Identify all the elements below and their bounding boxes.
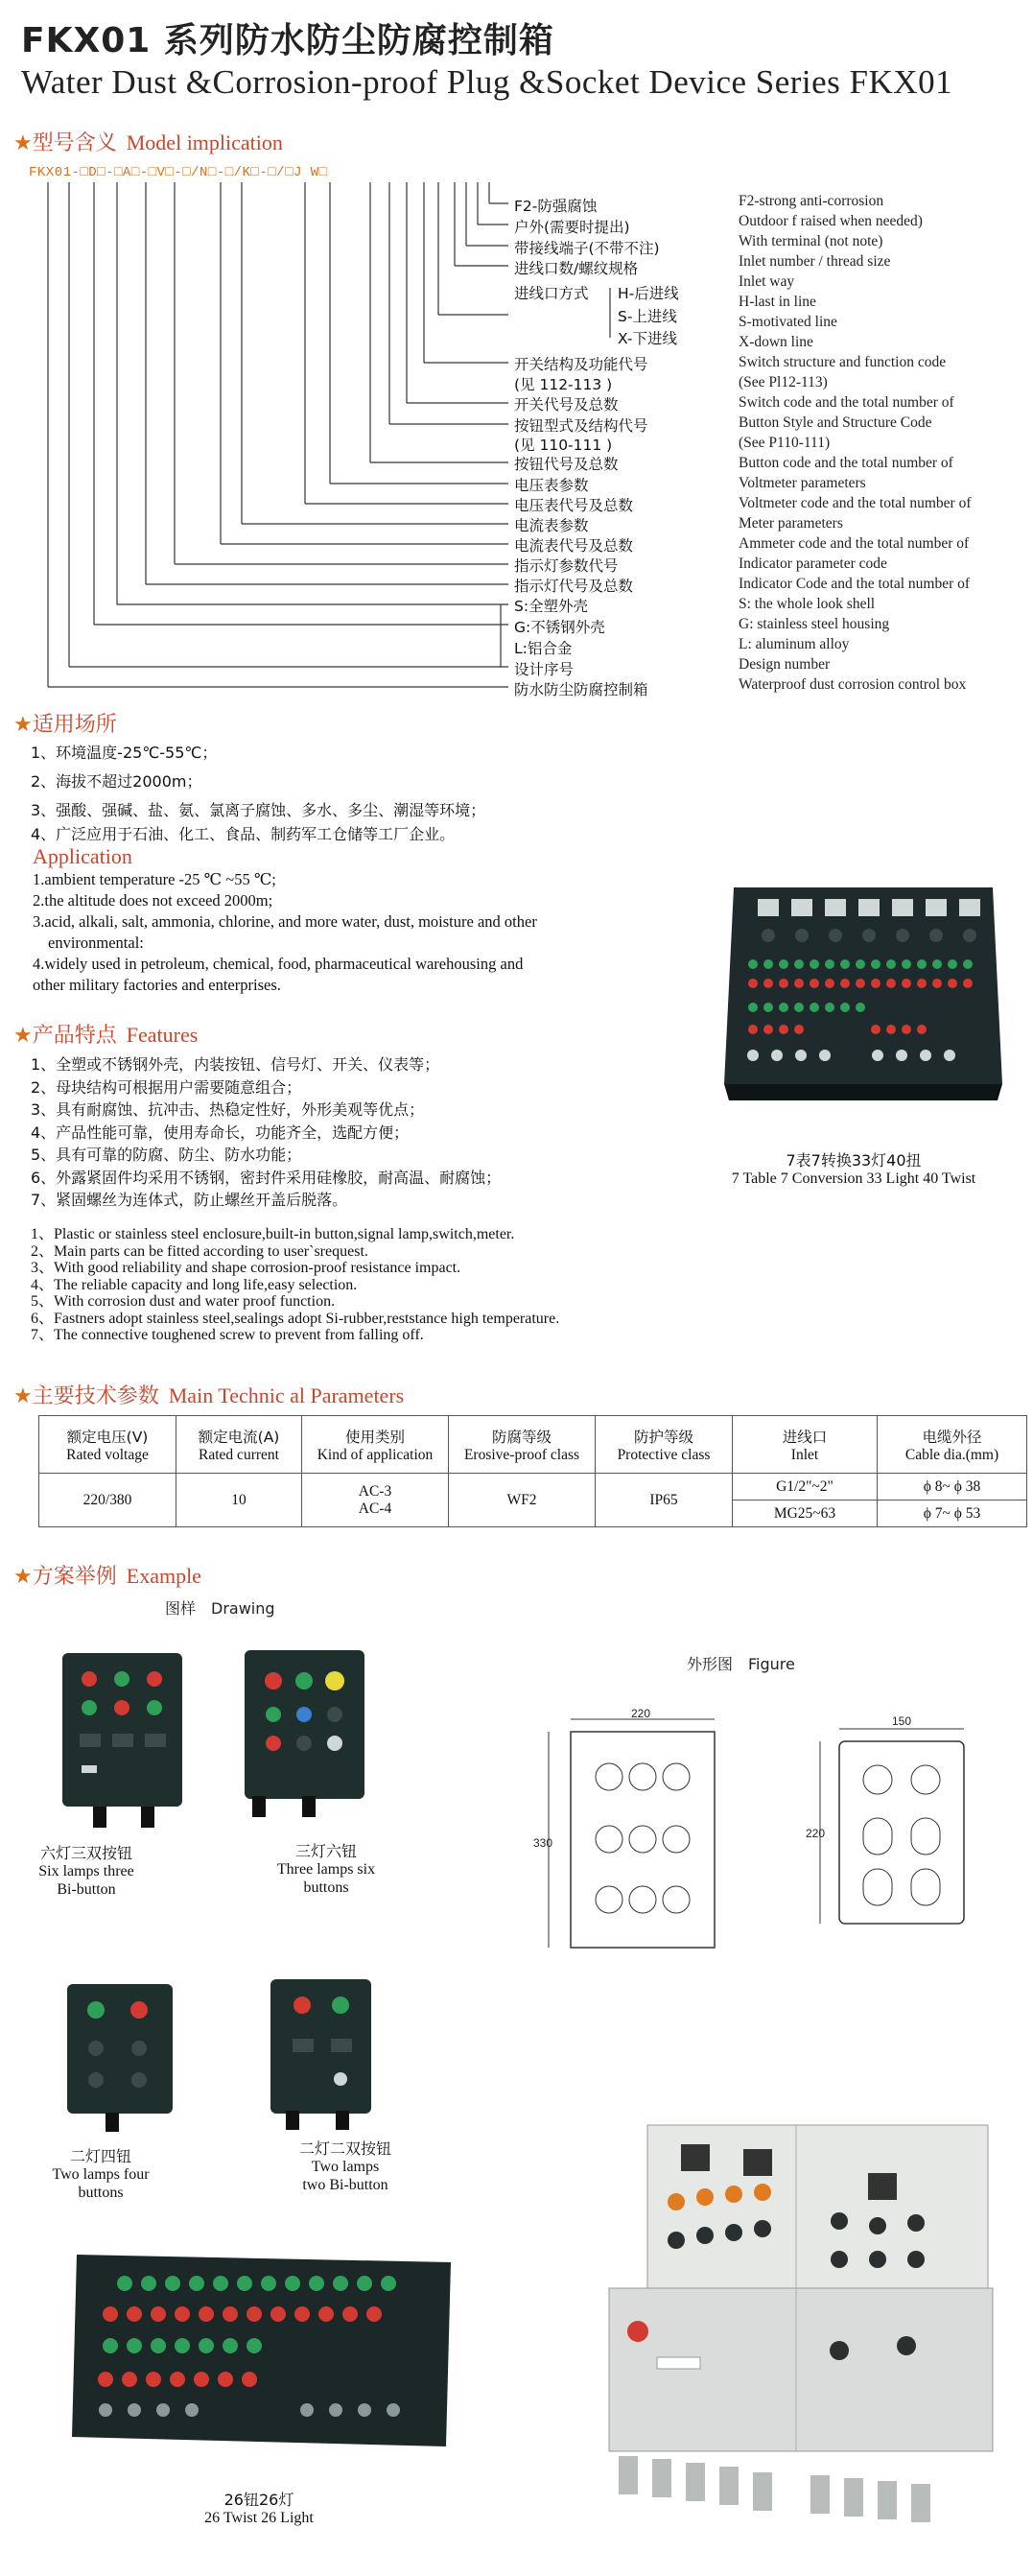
model-item-en: Meter parameters (739, 515, 843, 532)
example-caption: 二灯四钮 Two lamps four buttons (52, 2147, 150, 2201)
model-item-en: Switch structure and function code (739, 354, 947, 370)
table-cell: MG25~63 (733, 1501, 878, 1527)
application-en-list (33, 869, 537, 996)
model-item-cn: 按钮代号及总数 (514, 456, 619, 473)
table-cell: G1/2"~2" (733, 1474, 878, 1501)
model-item-cn: 户外(需要时提出) (514, 219, 630, 236)
model-en-column (739, 193, 1026, 697)
model-item-cn: 电流表参数 (514, 517, 589, 534)
list-item: 3、强酸、强碱、盐、氨、氯离子腐蚀、多水、多尘、潮湿等环境； (31, 801, 486, 819)
application-heading: ★适用场所 (13, 713, 117, 737)
list-item: 5、With corrosion dust and water proof function. (31, 1293, 336, 1310)
model-code: FKX01-□D□-□A□-□V□-□/N□-□/K□-□/□J W□ (29, 165, 328, 180)
model-item-cn: 开关代号及总数 (514, 396, 619, 414)
example-heading: ★方案举例 Example (13, 1564, 201, 1589)
table-cell: ϕ 8~ ϕ 38 (878, 1474, 1027, 1501)
table-header: 电缆外径 Cable dia.(mm) (878, 1416, 1027, 1474)
product-photo-three-lamps (235, 1642, 379, 1834)
page-title-cn: FKX01 系列防水防尘防腐控制箱 (21, 21, 554, 60)
table-row (39, 1474, 1027, 1501)
photo-caption: 7表7转换33灯40扭 7 Table 7 Conversion 33 Light 40 Twist (731, 1151, 976, 1187)
model-item-en: Voltmeter code and the total number of (739, 495, 972, 511)
example-caption: 26钮26灯 26 Twist 26 Light (204, 2491, 314, 2526)
list-item: 2、Main parts can be fitted according to user`srequest. (31, 1242, 368, 1260)
model-heading: ★型号含义 Model implication (13, 130, 283, 155)
table-cell: WF2 (449, 1474, 596, 1527)
star-icon: ★ (13, 713, 33, 737)
model-item-cn: L:铝合金 (514, 640, 573, 657)
model-item-cn: (见 110-111 ) (514, 437, 613, 454)
table-cell: AC-3 AC-4 (302, 1474, 449, 1527)
product-photo-grey-panel (552, 2115, 1021, 2557)
list-item: 5、具有可靠的防腐、防尘、防水功能； (31, 1146, 302, 1164)
model-item-cn: 带接线端子(不带不注) (514, 240, 660, 257)
page-title-en: Water Dust &Corrosion-proof Plug &Socket Device Series FKX01 (21, 63, 953, 101)
table-header: 进线口 Inlet (733, 1416, 878, 1474)
model-item-cn: H-后进线 (618, 285, 679, 302)
list-item: 4、广泛应用于石油、化工、食品、制药军工仓储等工厂企业。 (31, 825, 456, 843)
model-item-en: Inlet number / thread size (739, 253, 891, 270)
model-item-cn: 开关结构及功能代号 (514, 356, 648, 373)
dimension-drawings (528, 1708, 1026, 1967)
product-photo-six-lamps (53, 1645, 197, 1837)
model-item-en: Voltmeter parameters (739, 475, 866, 491)
model-item-cn: G:不锈钢外壳 (514, 619, 605, 636)
dim-width-2: 150 (892, 1714, 912, 1728)
table-cell: ϕ 7~ ϕ 53 (878, 1501, 1027, 1527)
product-photo-26-twist (67, 2245, 460, 2466)
list-item: 1、环境温度-25℃-55℃； (31, 744, 218, 762)
tech-heading: ★主要技术参数 Main Technic al Parameters (13, 1383, 405, 1408)
model-item-cn: 防水防尘防腐控制箱 (514, 681, 648, 698)
table-header: 防腐等级 Erosive-proof class (449, 1416, 596, 1474)
model-item-cn: 指示灯代号及总数 (514, 578, 634, 595)
model-item-cn: 进线口方式 (514, 285, 589, 302)
list-item: 3、具有耐腐蚀、抗冲击、热稳定性好，外形美观等优点； (31, 1100, 425, 1119)
example-caption: 六灯三双按钮 Six lamps three Bi-button (38, 1844, 134, 1898)
model-item-cn: F2-防强腐蚀 (514, 198, 598, 215)
list-item: 1、Plastic or stainless steel enclosure,built-in button,signal lamp,switch,meter. (31, 1226, 515, 1242)
application-cn-list (31, 741, 485, 846)
model-item-en: H-last in line (739, 294, 816, 310)
model-item-cn: 设计序号 (514, 661, 575, 678)
list-item: 6、外露紧固件均采用不锈钢，密封件采用硅橡胶，耐高温、耐腐蚀； (31, 1168, 502, 1187)
star-icon: ★ (13, 1384, 33, 1408)
product-photo-two-lamps-bi (259, 1972, 384, 2135)
table-cell: IP65 (596, 1474, 733, 1527)
star-icon: ★ (13, 1024, 33, 1048)
list-item: 4.widely used in petroleum, chemical, food, pharmaceutical warehousing and (33, 955, 524, 973)
product-photo-7-table (705, 878, 1012, 1108)
model-item-en: Switch code and the total number of (739, 394, 954, 411)
list-item: 2、海拔不超过2000m； (31, 772, 202, 791)
list-item: 4、The reliable capacity and long life,easy selection. (31, 1276, 358, 1293)
list-item: 7、The connective toughened screw to prevent from falling off. (31, 1327, 424, 1343)
product-photo-two-lamps-four (58, 1976, 182, 2139)
model-item-en: Button code and the total number of (739, 455, 953, 471)
list-item: 1、全塑或不锈钢外壳，内装按钮、信号灯、开关、仪表等； (31, 1055, 440, 1074)
model-item-en: (See P110-111) (739, 435, 831, 451)
list-item: 1.ambient temperature -25 ℃ ~55 ℃; (33, 870, 276, 888)
figure-label: 外形图 Figure (687, 1655, 795, 1673)
model-item-en: S-motivated line (739, 314, 837, 330)
drawing-label: 图样 Drawing (165, 1599, 275, 1618)
model-item-cn: 电压表代号及总数 (514, 497, 634, 514)
table-cell: 10 (176, 1474, 302, 1527)
star-icon: ★ (13, 1565, 33, 1589)
table-header: 使用类别 Kind of application (302, 1416, 449, 1474)
model-item-cn: X-下进线 (618, 330, 677, 347)
tech-table (38, 1415, 1027, 1527)
model-item-en: Indicator Code and the total number of (739, 576, 971, 592)
example-caption: 二灯二双按钮 Two lamps two Bi-button (298, 2139, 391, 2193)
star-icon: ★ (13, 131, 33, 155)
model-item-en: (See Pl12-113) (739, 374, 828, 390)
model-item-en: X-down line (739, 334, 813, 350)
list-item: 3.acid, alkali, salt, ammonia, chlorine, and more water, dust, moisture and other (33, 912, 537, 931)
dim-height-1: 330 (533, 1836, 553, 1850)
model-item-cn: 按钮型式及结构代号 (514, 417, 648, 435)
model-item-en: Waterproof dust corrosion control box (739, 676, 967, 693)
features-en-list (31, 1226, 559, 1344)
list-item: 7、紧固螺丝为连体式，防止螺丝开盖后脱落。 (31, 1191, 348, 1209)
dim-width-1: 220 (631, 1708, 651, 1720)
example-caption: 三灯六钮 Three lamps six buttons (276, 1842, 376, 1896)
model-item-en: Indicator parameter code (739, 555, 887, 572)
model-item-en: Inlet way (739, 273, 795, 290)
model-item-cn: S-上进线 (618, 308, 677, 325)
model-item-cn: 电压表参数 (514, 477, 589, 494)
model-item-en: S: the whole look shell (739, 596, 876, 612)
model-item-en: L: aluminum alloy (739, 636, 850, 652)
features-cn-list (31, 1053, 501, 1212)
table-header: 防护等级 Protective class (596, 1416, 733, 1474)
model-item-en: Outdoor f raised when needed) (739, 213, 923, 229)
list-item: 2.the altitude does not exceed 2000m; (33, 891, 273, 910)
model-item-en: With terminal (not note) (739, 233, 883, 249)
model-item-cn: 指示灯参数代号 (514, 557, 619, 575)
features-heading: ★产品特点 Features (13, 1023, 199, 1048)
list-item: environmental: (48, 934, 144, 952)
application-heading-en: Application (33, 844, 132, 868)
list-item: 3、With good reliability and shape corrosion-proof resistance impact. (31, 1260, 461, 1276)
model-item-cn: 电流表代号及总数 (514, 537, 634, 555)
model-item-en: Ammeter code and the total number of (739, 535, 970, 552)
model-item-en: Design number (739, 656, 831, 673)
table-header: 额定电流(A) Rated current (176, 1416, 302, 1474)
model-item-cn: S:全塑外壳 (514, 598, 589, 615)
model-item-en: G: stainless steel housing (739, 616, 890, 632)
model-item-en: Button Style and Structure Code (739, 414, 932, 431)
table-cell: 220/380 (39, 1474, 176, 1527)
list-item: 4、产品性能可靠，使用寿命长，功能齐全，选配方便； (31, 1123, 410, 1142)
list-item: 6、Fastners adopt stainless steel,sealings adopt Si-rubber,reststance high temperature. (31, 1310, 560, 1327)
table-header-row (39, 1416, 1027, 1474)
model-item-en: F2-strong anti-corrosion (739, 193, 884, 209)
list-item: other military factories and enterprises. (33, 976, 281, 994)
dim-height-2: 220 (806, 1827, 826, 1840)
list-item: 2、母块结构可根据用户需要随意组合； (31, 1077, 302, 1097)
model-item-cn: (见 112-113 ) (514, 376, 613, 393)
model-item-cn: 进线口数/螺纹规格 (514, 260, 639, 277)
table-header: 额定电压(V) Rated voltage (39, 1416, 176, 1474)
